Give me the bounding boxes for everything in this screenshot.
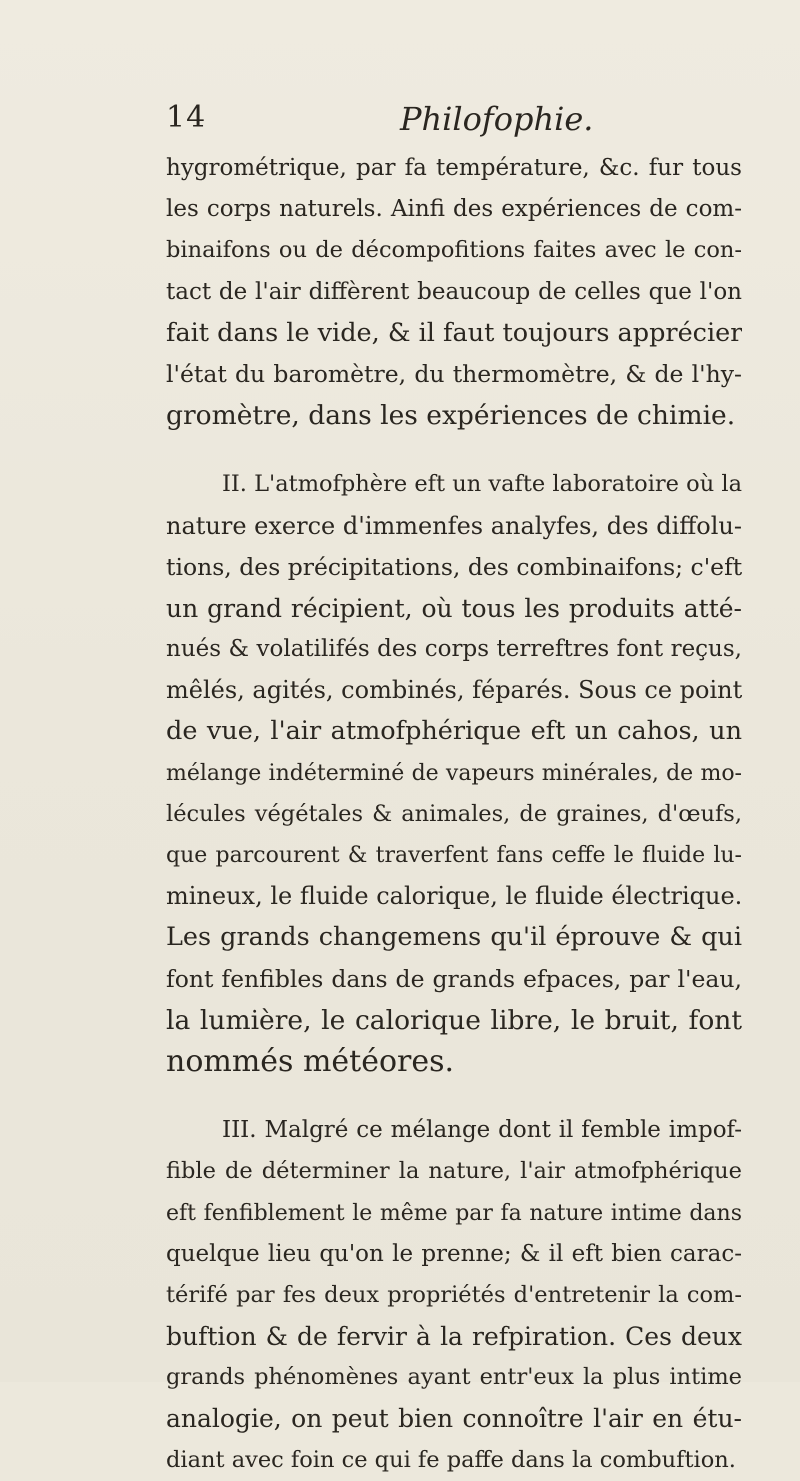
- text-line: grands phénomènes ayant entr'eux la plus intime: [166, 1364, 742, 1391]
- text-line: nués & volatilifés des corps terreftres font reçus,: [166, 636, 742, 663]
- text-line: nature exerce d'immenfes analyfes, des diffolu-: [166, 511, 742, 540]
- text-line: térifé par fes deux propriétés d'entretenir la com-: [166, 1281, 742, 1308]
- text-line: eft fenfiblement le même par fa nature intime dans: [166, 1200, 742, 1226]
- text-line: nommés météores.: [166, 1043, 455, 1079]
- paragraph-1: [166, 148, 742, 436]
- paragraph-3: [166, 1110, 742, 1481]
- text-line: que parcourent & traverfent fans ceffe le fluide lu-: [166, 843, 742, 868]
- text-line: II. L'atmofphère eft un vafte laboratoire où la: [222, 471, 742, 498]
- text-line: hygrométrique, par fa température, &c. fur tous: [166, 155, 742, 181]
- text-line: III. Malgré ce mélange dont il femble impof-: [222, 1117, 742, 1144]
- text-line: font fenfibles dans de grands efpaces, par l'eau,: [166, 964, 742, 993]
- page-number: 14: [166, 100, 207, 135]
- running-title: Philofophie.: [400, 100, 594, 138]
- text-line: binaifons ou de décompofitions faites avec le con-: [166, 237, 742, 264]
- text-line: tact de l'air diffèrent beaucoup de celles que l'on: [166, 278, 742, 305]
- text-line: tions, des précipitations, des combinaifons; c'eft: [166, 552, 742, 581]
- text-line: buftion & de fervir à la refpiration. Ces deux: [166, 1322, 742, 1352]
- paragraph-gap: [166, 436, 742, 464]
- text-line: mélange indéterminé de vapeurs minérales, de mo-: [166, 760, 742, 786]
- text-line: diant avec foin ce qui fe paffe dans la combuftion.: [166, 1446, 736, 1473]
- paragraph-2: [166, 464, 742, 1082]
- paragraph-gap: [166, 1082, 742, 1110]
- page-header: [160, 100, 740, 140]
- text-line: analogie, on peut bien connoître l'air en étu-: [166, 1404, 742, 1434]
- text-line: la lumière, le calorique libre, le bruit, font: [166, 1004, 742, 1036]
- text-line: quelque lieu qu'on le prenne; & il eft bien carac-: [166, 1240, 742, 1267]
- text-line: Les grands changemens qu'il éprouve & qui: [166, 922, 742, 953]
- body-text: [166, 148, 742, 1481]
- text-line: fible de déterminer la nature, l'air atmofphérique: [166, 1158, 742, 1185]
- text-line: mineux, le fluide calorique, le fluide électrique.: [166, 882, 742, 911]
- text-line: l'état du baromètre, du thermomètre, & de l'hy-: [166, 359, 742, 388]
- text-line: gromètre, dans les expériences de chimie.: [166, 400, 736, 432]
- text-line: les corps naturels. Ainfi des expériences de com-: [166, 196, 742, 223]
- text-line: fait dans le vide, & il faut toujours apprécier: [166, 317, 742, 348]
- text-line: mêlés, agités, combinés, féparés. Sous ce point: [166, 676, 742, 705]
- text-line: un grand récipient, où tous les produits atté-: [166, 593, 742, 623]
- text-line: lécules végétales & animales, de graines, d'œufs,: [166, 800, 742, 827]
- text-line: de vue, l'air atmofphérique eft un cahos, un: [166, 716, 742, 747]
